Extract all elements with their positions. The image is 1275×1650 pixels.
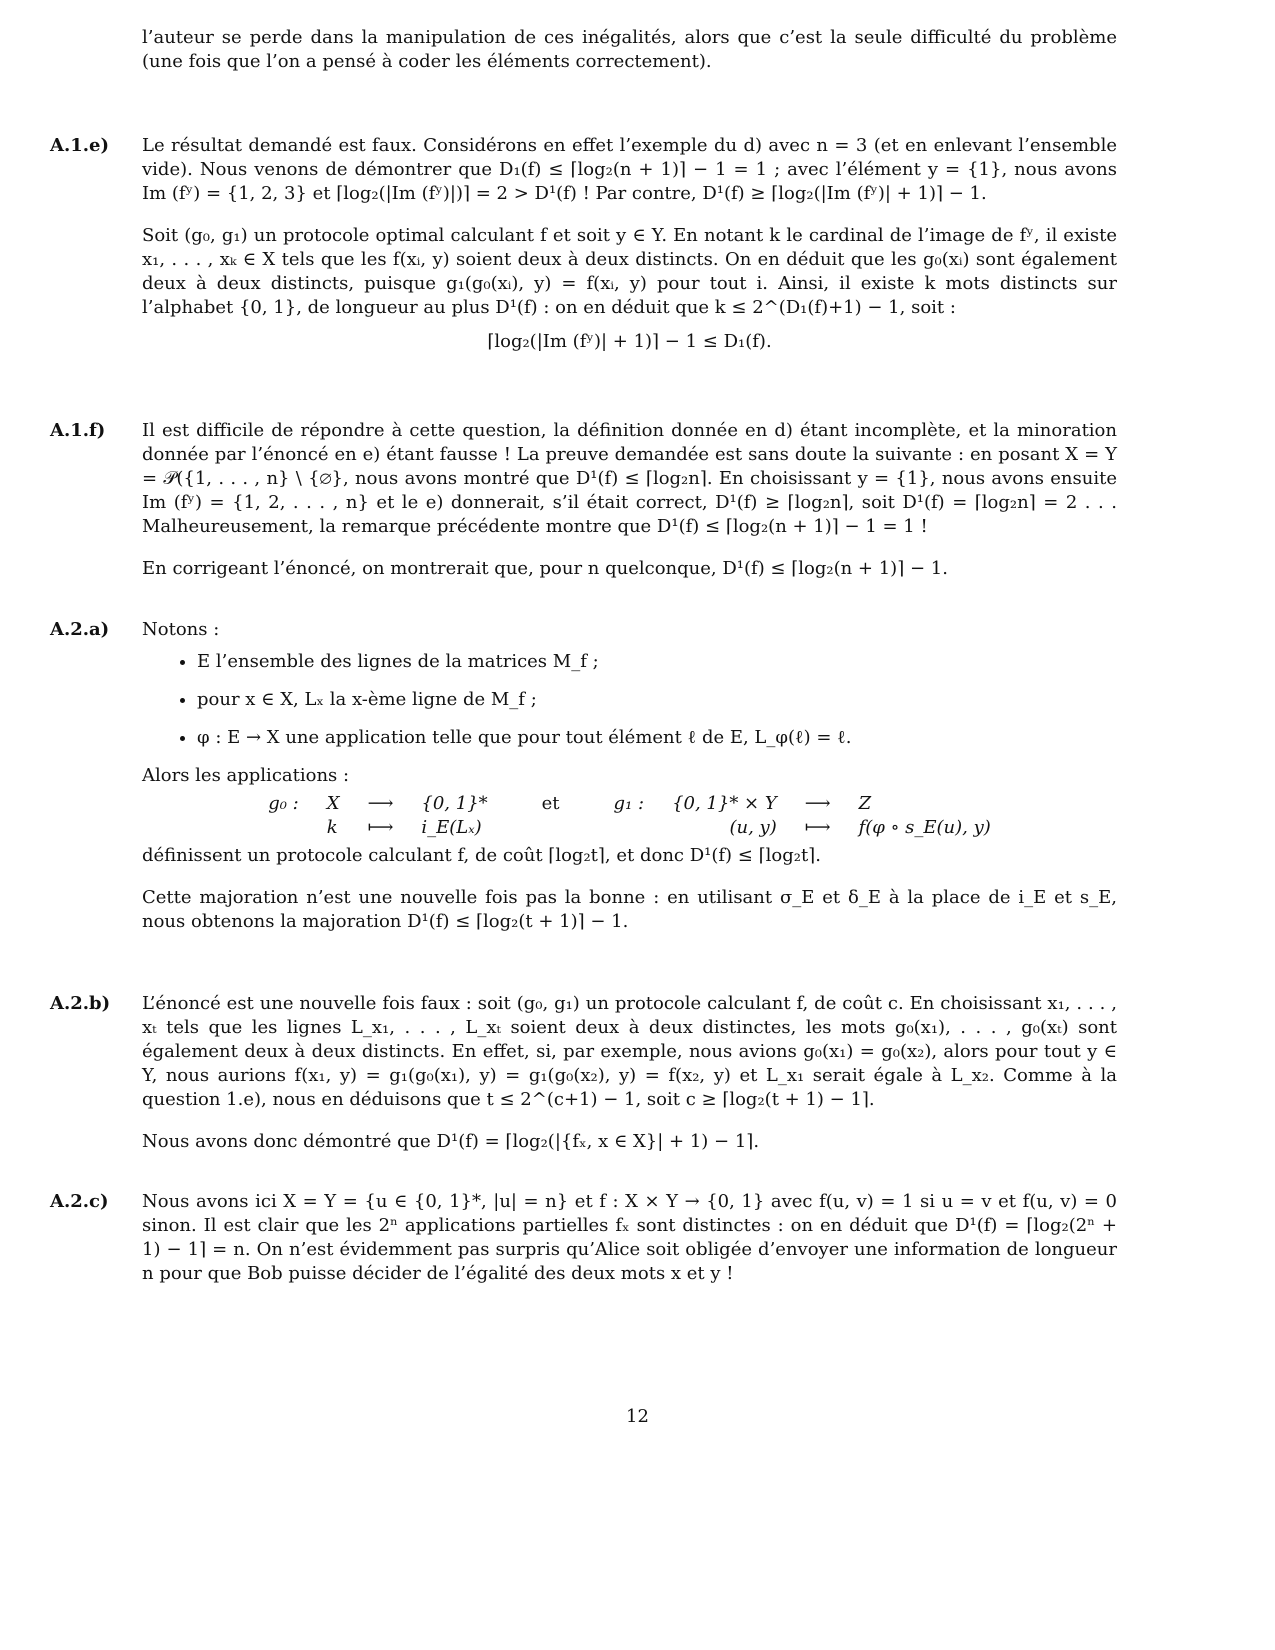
display-equation: ⌈log₂(|Im (fʸ)| + 1)⌉ − 1 ≤ D₁(f). bbox=[487, 331, 772, 352]
map-element: (u, y) bbox=[729, 817, 777, 838]
paragraph: L’énoncé est une nouvelle fois faux : soit (g₀, g₁) un protocole calculant f, de coût c. En choisissant x₁, . . . , xₜ tels que les lignes L_x₁, . . . , L_xₜ soient deux à deux distinctes, les mots g₀(x₁), . . . , g₀(xₜ) sont également deux à deux distincts. En effet, si, par exemple, nous avions g₀(x₁) = g₀(x₂), alors pour tout y ∈ Y, nous aurions f(x₁, y) = g₁(g₀(x₁), y) = g₁(g₀(x₂), y) = f(x₂, y) et L_x₁ serait égale à L_x₂. Comme à la question 1.e), nous en déduisons que t ≤ 2^(c+1) − 1, soit c ≥ ⌈log₂(t + 1) − 1⌉. bbox=[142, 993, 1117, 1110]
map-joiner: et bbox=[541, 793, 560, 814]
map-name: g₀ : bbox=[268, 793, 299, 814]
lead-text: Notons : bbox=[142, 619, 220, 640]
map-g1 bbox=[600, 792, 1005, 840]
map-name: g₁ : bbox=[613, 793, 645, 814]
section-label: A.2.a) bbox=[50, 619, 110, 640]
paragraph: Nous avons donc démontré que D¹(f) = ⌈log₂(|{fₓ, x ∈ X}| + 1) − 1⌉. bbox=[142, 1131, 760, 1152]
paragraph: Soit (g₀, g₁) un protocole optimal calculant f et soit y ∈ Y. En notant k le cardinal de l’image de fʸ, il existe x₁, . . . , xₖ ∈ X tels que les f(xᵢ, y) soient deux à deux distincts. On en déduit que les g₀(xᵢ) sont également deux à deux distincts, puisque g₁(g₀(xᵢ), y) = f(xᵢ, y) pour tout i. Ainsi, il existe k mots distincts sur l’alphabet {0, 1}, de longueur au plus D¹(f) : on en déduit que k ≤ 2^(D₁(f)+1) − 1, soit : bbox=[142, 225, 1117, 318]
map-definitions bbox=[142, 792, 1117, 840]
section-a2b bbox=[50, 992, 1120, 1154]
map-codomain: {0, 1}* bbox=[421, 793, 488, 814]
list-item: • pour x ∈ X, Lₓ la x-ème ligne de M_f ; bbox=[197, 688, 1117, 712]
section-label: A.2.b) bbox=[50, 993, 111, 1014]
list-item: • E l’ensemble des lignes de la matrices M_f ; bbox=[197, 650, 1117, 674]
map-domain: X bbox=[326, 793, 340, 814]
map-image: f(φ ∘ s_E(u), y) bbox=[858, 817, 991, 838]
intro-block bbox=[50, 26, 1120, 74]
section-label: A.1.e) bbox=[50, 135, 109, 156]
map-codomain: Z bbox=[858, 793, 872, 814]
intro-paragraph: l’auteur se perde dans la manipulation de ces inégalités, alors que c’est la seule difficulté du problème (une fois que l’on a pensé à coder les éléments correctement). bbox=[142, 27, 1117, 72]
map-element: k bbox=[326, 817, 338, 838]
map-image: i_E(Lₓ) bbox=[421, 817, 482, 838]
paragraph: Le résultat demandé est faux. Considérons en effet l’exemple du d) avec n = 3 (et en enlevant l’ensemble vide). Nous venons de démontrer que D₁(f) ≤ ⌈log₂(n + 1)⌉ − 1 = 1 ; avec l’élément y = {1}, nous avons Im (fʸ) = {1, 2, 3} et ⌈log₂(|Im (fʸ)|)⌉ = 2 > D¹(f) ! Par contre, D¹(f) ≥ ⌈log₂(|Im (fʸ)| + 1)⌉ − 1. bbox=[142, 135, 1117, 204]
arrow-icon: ⟶ bbox=[367, 793, 394, 814]
section-a1f bbox=[50, 419, 1120, 581]
mapsto-icon: ⟼ bbox=[804, 817, 831, 838]
paragraph: Nous avons ici X = Y = {u ∈ {0, 1}*, |u| = n} et f : X × Y → {0, 1} avec f(u, v) = 1 si u = v et f(u, v) = 0 sinon. Il est clair que les 2ⁿ applications partielles fₓ sont distinctes : on en déduit que D¹(f) = ⌈log₂(2ⁿ + 1) − 1⌉ = n. On n’est évidemment pas surpris qu’Alice soit obligée d’envoyer une information de longueur n pour que Bob puisse décider de l’égalité des deux mots x et y ! bbox=[142, 1191, 1117, 1284]
section-a1e bbox=[50, 134, 1120, 354]
paragraph: définissent un protocole calculant f, de coût ⌈log₂t⌉, et donc D¹(f) ≤ ⌈log₂t⌉. bbox=[142, 845, 821, 866]
section-label: A.1.f) bbox=[50, 420, 106, 441]
bullet-list bbox=[142, 650, 1117, 750]
arrow-icon: ⟶ bbox=[804, 793, 831, 814]
page-number: 12 bbox=[626, 1406, 649, 1427]
map-domain: {0, 1}* × Y bbox=[672, 793, 777, 814]
maps-intro: Alors les applications : bbox=[142, 765, 350, 786]
mapsto-icon: ⟼ bbox=[367, 817, 394, 838]
section-a2a bbox=[50, 618, 1120, 934]
list-item: • φ : E → X une application telle que pour tout élément ℓ de E, L_φ(ℓ) = ℓ. bbox=[197, 726, 1117, 750]
section-a2c bbox=[50, 1190, 1120, 1286]
paragraph: En corrigeant l’énoncé, on montrerait que, pour n quelconque, D¹(f) ≤ ⌈log₂(n + 1)⌉ − 1. bbox=[142, 558, 948, 579]
map-g0 bbox=[254, 792, 501, 840]
paragraph: Cette majoration n’est une nouvelle fois pas la bonne : en utilisant σ_E et δ_E à la place de i_E et s_E, nous obtenons la majoration D¹(f) ≤ ⌈log₂(t + 1)⌉ − 1. bbox=[142, 887, 1117, 932]
paragraph: Il est difficile de répondre à cette question, la définition donnée en d) étant incomplète, et la minoration donnée par l’énoncé en e) étant fausse ! La preuve demandée est sans doute la suivante : en posant X = Y = 𝒫({1, . . . , n} \ {∅}, nous avons montré que D¹(f) ≤ ⌈log₂n⌉. En choisissant y = {1}, nous avons ensuite Im (fʸ) = {1, 2, . . . , n} et le e) donnerait, s’il était correct, D¹(f) ≥ ⌈log₂n⌉, soit D¹(f) = ⌈log₂n⌉ = 2 . . . Malheureusement, la remarque précédente montre que D¹(f) ≤ ⌈log₂(n + 1)⌉ − 1 = 1 ! bbox=[142, 420, 1117, 537]
section-label: A.2.c) bbox=[50, 1191, 109, 1212]
